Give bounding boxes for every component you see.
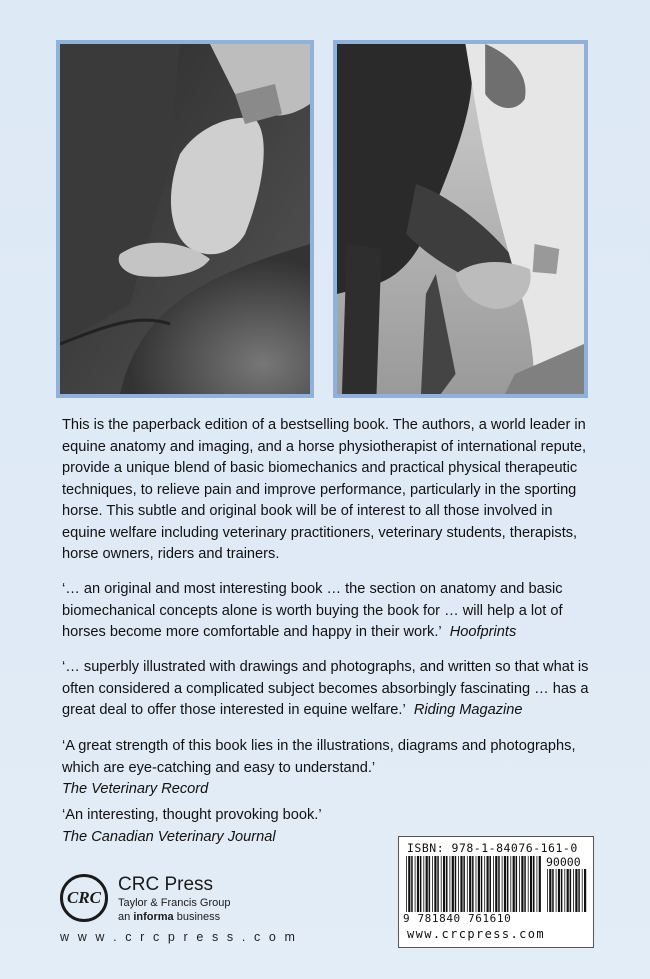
barcode-bar (493, 856, 494, 912)
barcode-bar (502, 856, 503, 912)
barcode-bar (561, 869, 563, 912)
ean-barcode-bars (405, 856, 541, 912)
publisher-group: Taylor & Francis Group (118, 897, 231, 909)
isbn-number: ISBN: 978-1-84076-161-0 (407, 841, 578, 855)
barcode-bar (552, 869, 554, 912)
barcode-bar (498, 856, 500, 912)
business-brand: informa (133, 911, 174, 923)
barcode-bar (472, 856, 474, 912)
barcode-bar (556, 869, 557, 912)
crc-logo-mark: CRC (60, 874, 108, 922)
barcode-bar (524, 856, 526, 912)
review-text: ‘… superbly illustrated with drawings and photographs, and written so that what is often considered a complicated subject becomes absorbingly fascinating … has a great deal to offer those interested in equine welfare.’ (62, 659, 589, 718)
barcode-bar (495, 856, 497, 912)
barcode-bar (478, 856, 480, 912)
barcode-website: www.crcpress.com (407, 927, 545, 941)
barcode-bar (539, 856, 541, 912)
barcode-bar (490, 856, 492, 912)
barcode-bar (507, 856, 509, 912)
publisher-website: w w w . c r c p r e s s . c o m (60, 930, 298, 944)
barcode-bar (469, 856, 471, 912)
business-suffix: business (176, 911, 221, 923)
barcode-bar (467, 856, 468, 912)
barcode-bar (484, 856, 485, 912)
publisher-name: CRC Press (118, 874, 214, 895)
barcode-bar (530, 856, 532, 912)
barcode-bar (570, 869, 572, 912)
barcode-bar (558, 869, 560, 912)
review-quote (62, 657, 602, 722)
palpation-photo-image (60, 44, 310, 394)
book-description: This is the paperback edition of a bestselling book. The authors, a world leader in equine anatomy and imaging, and a horse physiotherapist of international repute, provide a unique blend of basic biomechanics and practical physical therapeutic techniques, to relieve pain and improve performance, particularly in the sporting horse. This subtle and original book will be of interest to all those involved in equine welfare including veterinary practitioners, veterinary students, therapists, horse owners, riders and trainers. (62, 417, 587, 562)
barcode-bar (432, 856, 433, 912)
review-text: ‘An interesting, thought provoking book.’ (62, 807, 322, 823)
barcode-bar (437, 856, 439, 912)
limb-manipulation-photo-image (337, 44, 584, 394)
review-source: The Veterinary Record (62, 781, 209, 797)
barcode-bar (521, 856, 523, 912)
barcode-bar (584, 869, 586, 912)
barcode-bar (510, 856, 511, 912)
barcode-bar (446, 856, 448, 912)
barcode-bar (420, 856, 422, 912)
review-text: ‘A great strength of this book lies in the illustrations, diagrams and photographs, which are eye-catching and easy to understand.’ (62, 738, 576, 776)
barcode-bar (423, 856, 424, 912)
barcode-bar (455, 856, 457, 912)
barcode-bar (564, 869, 565, 912)
barcode-bar (549, 869, 551, 912)
barcode-bar (533, 856, 535, 912)
barcode-bar (441, 856, 442, 912)
barcode-bar (519, 856, 520, 912)
barcode-bar (573, 869, 574, 912)
palpation-photo (56, 40, 314, 398)
barcode-bar (458, 856, 459, 912)
publisher-logo (60, 872, 290, 932)
barcode-bar (406, 856, 407, 912)
barcode-bar (460, 856, 462, 912)
addon-barcode-bars (546, 869, 588, 912)
review-quote (62, 736, 602, 801)
barcode-bar (516, 856, 518, 912)
barcode-bar (450, 856, 451, 912)
barcode-bar (504, 856, 506, 912)
barcode-bar (434, 856, 436, 912)
review-source: The Canadian Veterinary Journal (62, 828, 276, 845)
review-quote (62, 579, 602, 644)
barcode-bar (411, 856, 413, 912)
barcode-bar (408, 856, 410, 912)
review-source: Hoofprints (449, 624, 517, 640)
barcode-bar (481, 856, 483, 912)
review-source: Riding Magazine (413, 702, 523, 718)
barcode-bar (537, 856, 538, 912)
barcode-bar (463, 856, 465, 912)
barcode-bar (513, 856, 515, 912)
barcode-bar (547, 869, 548, 912)
barcode-bar (567, 869, 569, 912)
barcode-bar (443, 856, 445, 912)
barcode-bar (578, 869, 580, 912)
barcode-bar (426, 856, 428, 912)
barcode-bar (487, 856, 489, 912)
barcode-bar (452, 856, 454, 912)
price-code: 90000 (546, 855, 581, 869)
ean-digits: 9 781840 761610 (403, 912, 512, 925)
barcode-bar (528, 856, 529, 912)
barcode-bar (582, 869, 583, 912)
limb-manipulation-photo (333, 40, 588, 398)
business-prefix: an (118, 911, 131, 923)
isbn-barcode (398, 836, 594, 948)
publisher-business (118, 911, 220, 923)
barcode-bar (417, 856, 419, 912)
barcode-bar (575, 869, 577, 912)
barcode-bar (476, 856, 477, 912)
barcode-bar (429, 856, 431, 912)
review-text: ‘… an original and most interesting book … the section on anatomy and basic biomechanical concepts alone is worth buying the book for … will help a lot of horses become more comfortable and happy in their work.’ (62, 581, 563, 640)
barcode-bar (415, 856, 416, 912)
